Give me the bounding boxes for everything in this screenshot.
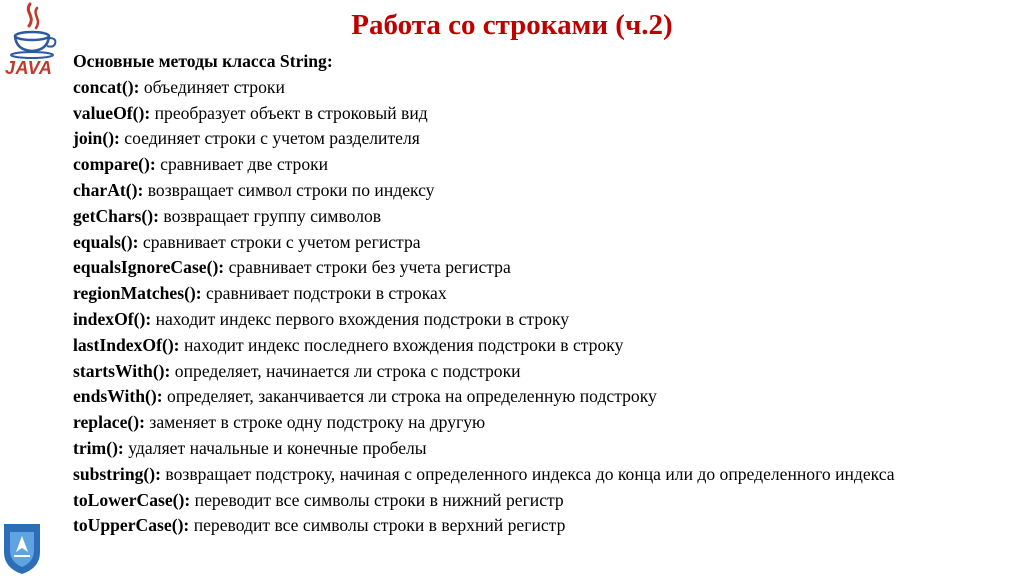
list-heading: Основные методы класса String:: [73, 51, 333, 71]
list-item: [73, 462, 953, 488]
list-item: [73, 307, 953, 333]
method-name: compare():: [73, 154, 156, 175]
method-name: substring():: [73, 463, 161, 484]
method-description: определяет, заканчивается ли строка на определенную подстроку: [162, 386, 657, 407]
method-description: преобразует объект в строковый вид: [150, 102, 428, 123]
list-item: [73, 281, 953, 307]
method-description: сравнивает две строки: [155, 154, 329, 175]
list-item: [73, 126, 953, 152]
method-name: replace():: [73, 412, 145, 433]
page-title: Работа со строками (ч.2): [351, 9, 673, 41]
list-item: [73, 101, 953, 127]
method-name: trim():: [73, 437, 124, 458]
methods-list: [73, 49, 953, 539]
method-description: возвращает подстроку, начиная с определенного индекса до конца или до определенного индекса: [160, 463, 895, 484]
method-name: concat():: [73, 76, 140, 97]
method-name: valueOf():: [73, 102, 151, 123]
list-item: [73, 178, 953, 204]
method-description: переводит все символы строки в нижний регистр: [190, 489, 564, 510]
list-item: [73, 152, 953, 178]
method-description: сравнивает строки без учета регистра: [224, 257, 511, 278]
method-description: возвращает группу символов: [158, 205, 382, 226]
list-item: [73, 204, 953, 230]
list-item: [73, 513, 953, 539]
method-description: удаляет начальные и конечные пробелы: [123, 437, 427, 458]
list-item: [73, 384, 953, 410]
method-description: сравнивает строки с учетом регистра: [138, 231, 421, 252]
list-item: [73, 75, 953, 101]
list-item: [73, 333, 953, 359]
java-logo-text: JAVA: [5, 58, 53, 78]
method-description: определяет, начинается ли строка с подстроки: [170, 360, 521, 381]
method-description: переводит все символы строки в верхний регистр: [189, 515, 566, 536]
emblem-icon: [0, 522, 44, 574]
method-name: endsWith():: [73, 386, 163, 407]
method-name: equalsIgnoreCase():: [73, 257, 225, 278]
list-item: [73, 488, 953, 514]
method-name: charAt():: [73, 179, 144, 200]
method-name: startsWith():: [73, 360, 171, 381]
method-name: regionMatches():: [73, 283, 202, 304]
method-description: заменяет в строке одну подстроку на другую: [144, 412, 486, 433]
list-item: [73, 436, 953, 462]
list-item: [73, 255, 953, 281]
method-description: возвращает символ строки по индексу: [143, 179, 435, 200]
method-name: join():: [73, 128, 120, 149]
method-name: equals():: [73, 231, 139, 252]
method-name: lastIndexOf():: [73, 334, 180, 355]
method-name: getChars():: [73, 205, 159, 226]
method-name: toLowerCase():: [73, 489, 191, 510]
list-item: [73, 410, 953, 436]
method-name: indexOf():: [73, 308, 152, 329]
university-emblem: [0, 522, 44, 574]
list-item: [73, 230, 953, 256]
method-description: находит индекс первого вхождения подстроки в строку: [151, 308, 570, 329]
method-description: соединяет строки с учетом разделителя: [119, 128, 420, 149]
method-description: объединяет строки: [139, 76, 285, 97]
list-item: [73, 359, 953, 385]
method-description: сравнивает подстроки в строках: [201, 283, 447, 304]
method-name: toUpperCase():: [73, 515, 190, 536]
method-description: находит индекс последнего вхождения подстроки в строку: [179, 334, 624, 355]
